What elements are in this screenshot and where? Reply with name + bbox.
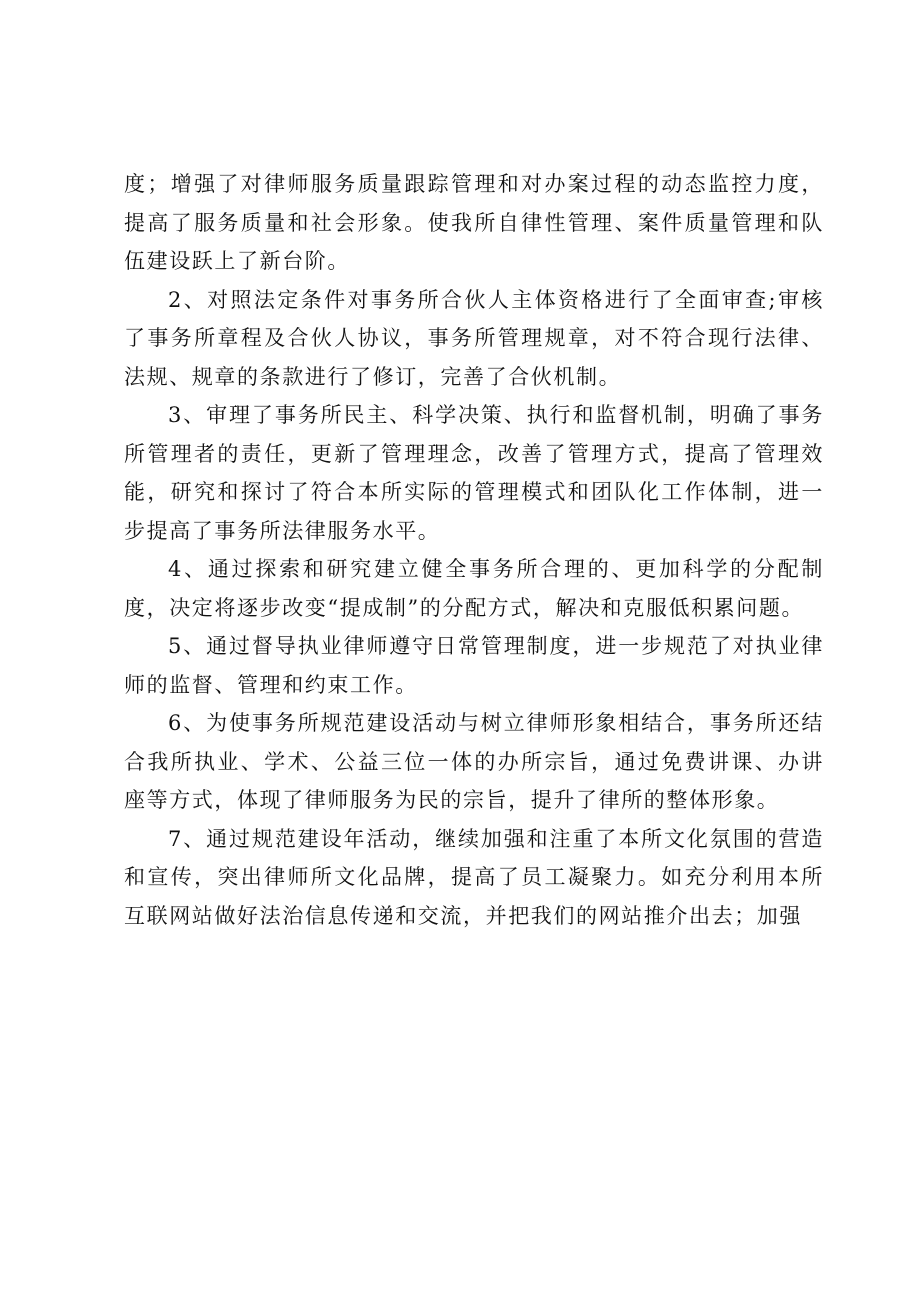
paragraph-item-4: 4、通过探索和研究建立健全事务所合理的、更加科学的分配制度，决定将逐步改变“提成制”的分配方式，解决和克服低积累问题。 — [124, 557, 824, 620]
paragraph-item-3: 3、审理了事务所民主、科学决策、执行和监督机制，明确了事务所管理者的责任，更新了管理理念，改善了管理方式，提高了管理效能，研究和探讨了符合本所实际的管理模式和团队化工作体制，进一步提高了事务所法律服务水平。 — [124, 403, 824, 543]
paragraph-item-2: 2、对照法定条件对事务所合伙人主体资格进行了全面审查;审核了事务所章程及合伙人协议，事务所管理规章，对不符合现行法律、法规、规章的条款进行了修订，完善了合伙机制。 — [124, 287, 824, 389]
paragraph-item-7: 7、通过规范建设年活动，继续加强和注重了本所文化氛围的营造和宣传，突出律师所文化品牌，提高了员工凝聚力。如充分利用本所互联网站做好法治信息传递和交流，并把我们的网站推介出去；加强 — [124, 826, 824, 928]
paragraph-continuation: 度；增强了对律师服务质量跟踪管理和对办案过程的动态监控力度，提高了服务质量和社会形象。使我所自律性管理、案件质量管理和队伍建设跃上了新台阶。 — [124, 172, 824, 273]
paragraph-item-6: 6、为使事务所规范建设活动与树立律师形象相结合，事务所还结合我所执业、学术、公益三位一体的办所宗旨，通过免费讲课、办讲座等方式，体现了律师服务为民的宗旨，提升了律所的整体形象。 — [124, 711, 824, 812]
paragraph-item-5: 5、通过督导执业律师遵守日常管理制度，进一步规范了对执业律师的监督、管理和约束工作。 — [124, 634, 824, 697]
document-body — [124, 165, 824, 935]
